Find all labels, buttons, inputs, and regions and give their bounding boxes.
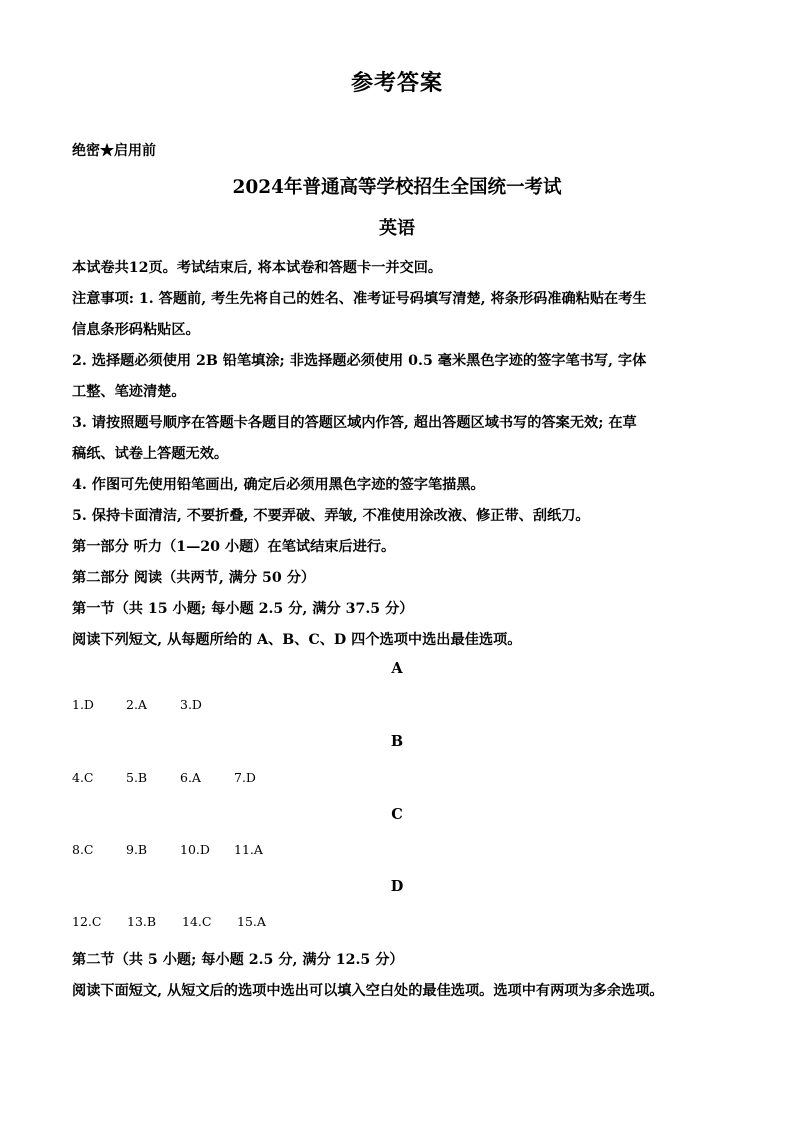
- notice-2-line-a: 2. 选择题必须使用 2B 铅笔填涂; 非选择题必须使用 0.5 毫米黑色字迹的签字笔书写, 字体: [72, 353, 647, 369]
- section-2-instruction: 阅读下面短文, 从短文后的选项中选出可以填入空白处的最佳选项。选项中有两项为多余选项。: [72, 983, 664, 999]
- answer-item: 9.B: [126, 842, 148, 857]
- subject-title: 英语: [379, 218, 415, 239]
- answer-item: 7.D: [234, 770, 256, 785]
- section-1-heading: 第一节（共 15 小题; 每小题 2.5 分, 满分 37.5 分）: [72, 601, 414, 617]
- exam-title: 2024年普通高等学校招生全国统一考试: [232, 177, 562, 198]
- answer-item: 8.C: [72, 842, 94, 857]
- confidential-label: 绝密★启用前: [72, 143, 156, 159]
- part-1-heading: 第一部分 听力（1—20 小题）在笔试结束后进行。: [72, 539, 396, 555]
- passage-d-label: D: [390, 878, 404, 895]
- answer-item: 11.A: [234, 842, 263, 857]
- passage-b-answers: [72, 770, 288, 785]
- notice-4: 4. 作图可先使用铅笔画出, 确定后必须用黑色字迹的签字笔描黑。: [72, 477, 485, 493]
- section-2-heading: 第二节（共 5 小题; 每小题 2.5 分, 满分 12.5 分）: [72, 952, 404, 968]
- notice-5: 5. 保持卡面清洁, 不要折叠, 不要弄破、弄皱, 不准使用涂改液、修正带、刮纸刀。: [72, 508, 590, 524]
- answer-item: 12.C: [72, 914, 102, 929]
- answer-item: 14.C: [182, 914, 212, 929]
- answer-item: 15.A: [237, 914, 266, 929]
- passage-a-label: A: [391, 660, 403, 677]
- instructions-block: [72, 253, 728, 656]
- answer-item: 6.A: [180, 770, 201, 785]
- answer-item: 5.B: [126, 770, 148, 785]
- section-1-instruction: 阅读下列短文, 从每题所给的 A、B、C、D 四个选项中选出最佳选项。: [72, 632, 522, 648]
- notice-1-line-b: 信息条形码粘贴区。: [72, 322, 200, 338]
- answer-title: 参考答案: [350, 70, 443, 96]
- notice-3-line-a: 3. 请按照题号顺序在答题卡各题目的答题区域内作答, 超出答题区域书写的答案无效; 在草: [72, 415, 637, 431]
- passage-b-label: B: [390, 733, 404, 750]
- passage-c-label: C: [391, 806, 403, 823]
- notice-2-line-b: 工整、笔迹清楚。: [72, 384, 186, 400]
- notice-3-line-b: 稿纸、试卷上答题无效。: [72, 446, 229, 462]
- section-2-block: [72, 945, 754, 1007]
- passage-d-answers: [72, 914, 292, 929]
- answer-item: 1.D: [72, 697, 94, 712]
- pages-note: 本试卷共12页。考试结束后, 将本试卷和答题卡一并交回。: [72, 260, 443, 276]
- answer-item: 2.A: [126, 697, 147, 712]
- answer-item: 10.D: [180, 842, 210, 857]
- answer-item: 4.C: [72, 770, 94, 785]
- part-2-heading: 第二部分 阅读（共两节, 满分 50 分）: [72, 570, 316, 586]
- answer-item: 13.B: [127, 914, 157, 929]
- answer-item: 3.D: [180, 697, 202, 712]
- notice-1-line-a: 注意事项: 1. 答题前, 考生先将自己的姓名、准考证号码填写清楚, 将条形码准确粘贴在考生: [72, 291, 647, 307]
- passage-a-answers: [72, 697, 234, 712]
- passage-c-answers: [72, 842, 288, 857]
